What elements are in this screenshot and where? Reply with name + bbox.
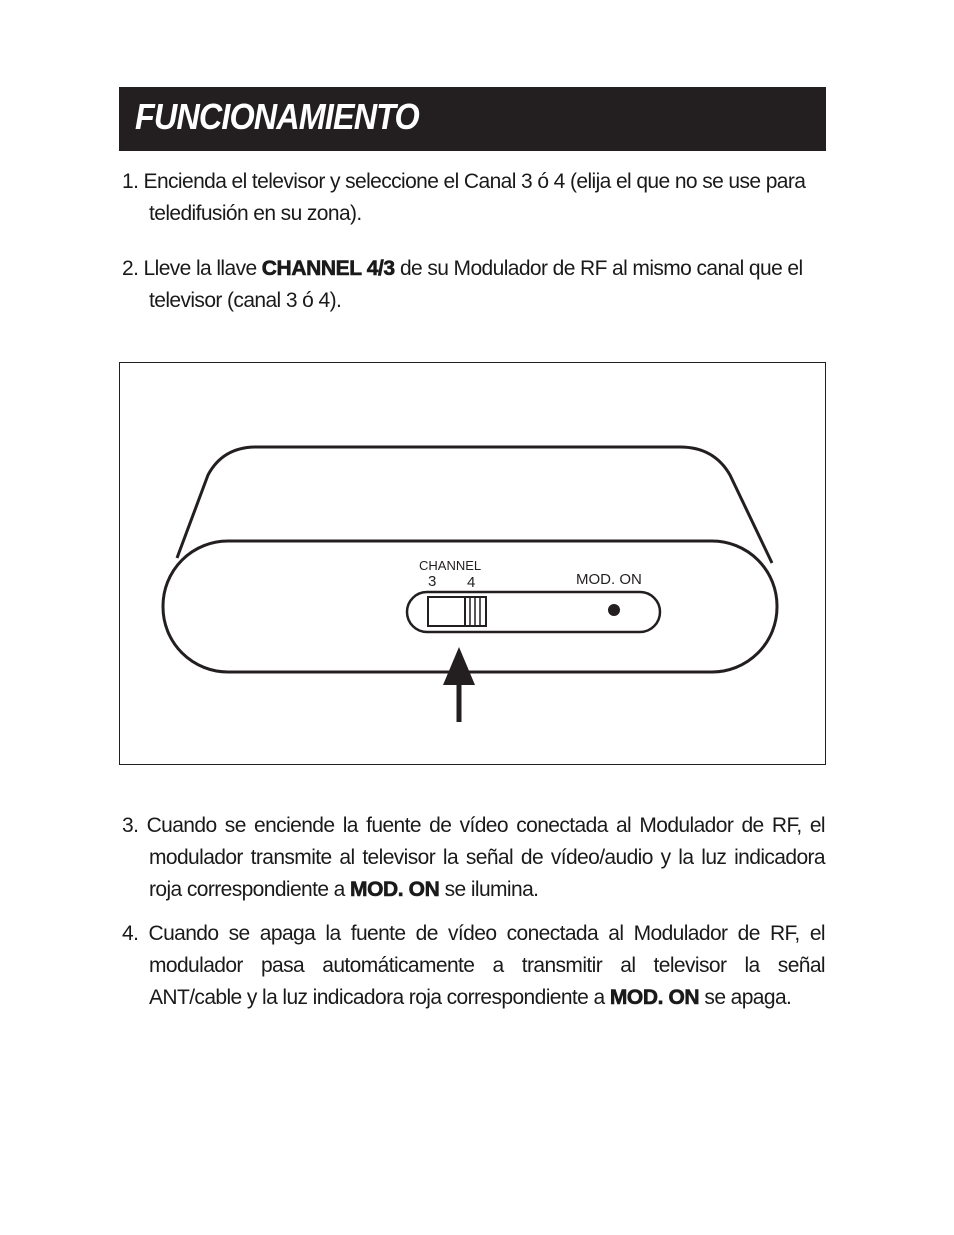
step-3-text-after: se ilumina. [439, 878, 539, 901]
step-4-line-2: modulador pasa automáticamente a transmitir al televisor la señal [149, 954, 825, 977]
step-4-line-1: 4. Cuando se apaga la fuente de vídeo conectada al Modulador de RF, el [122, 922, 825, 945]
channel-option-4: 4 [467, 574, 476, 591]
mod-on-reference: MOD. ON [609, 986, 700, 1009]
step-2-line-2: televisor (canal 3 ó 4). [149, 289, 342, 312]
step-2 [122, 253, 825, 317]
step-3-text-before: roja correspondiente a [149, 878, 350, 901]
section-title: FUNCIONAMIENTO [135, 96, 419, 137]
step-4-text-after: se apaga. [699, 986, 792, 1009]
step-2-text-before: 2. Lleve la llave [122, 257, 262, 280]
section-header [119, 87, 826, 151]
channel-switch-knob [465, 597, 486, 626]
channel-option-3: 3 [428, 573, 437, 590]
channel-switch-reference: CHANNEL 4/3 [261, 257, 395, 280]
step-2-text-after: de su Modulador de RF al mismo canal que el [394, 257, 803, 280]
step-4-line-3 [122, 982, 825, 1014]
step-4 [122, 918, 825, 1014]
step-3-line-1: 3. Cuando se enciende la fuente de vídeo conectada al Modulador de RF, el [122, 814, 825, 837]
rf-modulator-illustration [119, 362, 826, 765]
step-1-line-1: 1. Encienda el televisor y seleccione el Canal 3 ó 4 (elija el que no se use para [122, 170, 806, 193]
step-2-line-1 [122, 253, 825, 285]
step-1-line-2: teledifusión en su zona). [149, 202, 362, 225]
mod-on-led-icon [608, 604, 620, 616]
mod-on-reference: MOD. ON [350, 878, 440, 901]
mod-on-label: MOD. ON [576, 571, 642, 588]
step-3-line-3 [122, 874, 825, 906]
channel-label: CHANNEL [419, 558, 482, 573]
step-3 [122, 810, 825, 906]
step-3-line-2: modulador transmite al televisor la señal de vídeo/audio y la luz indicadora [149, 846, 825, 869]
rf-modulator-drawing [120, 363, 825, 764]
step-4-text-before: ANT/cable y la luz indicadora roja correspondiente a [149, 986, 610, 1009]
step-1 [122, 166, 825, 230]
